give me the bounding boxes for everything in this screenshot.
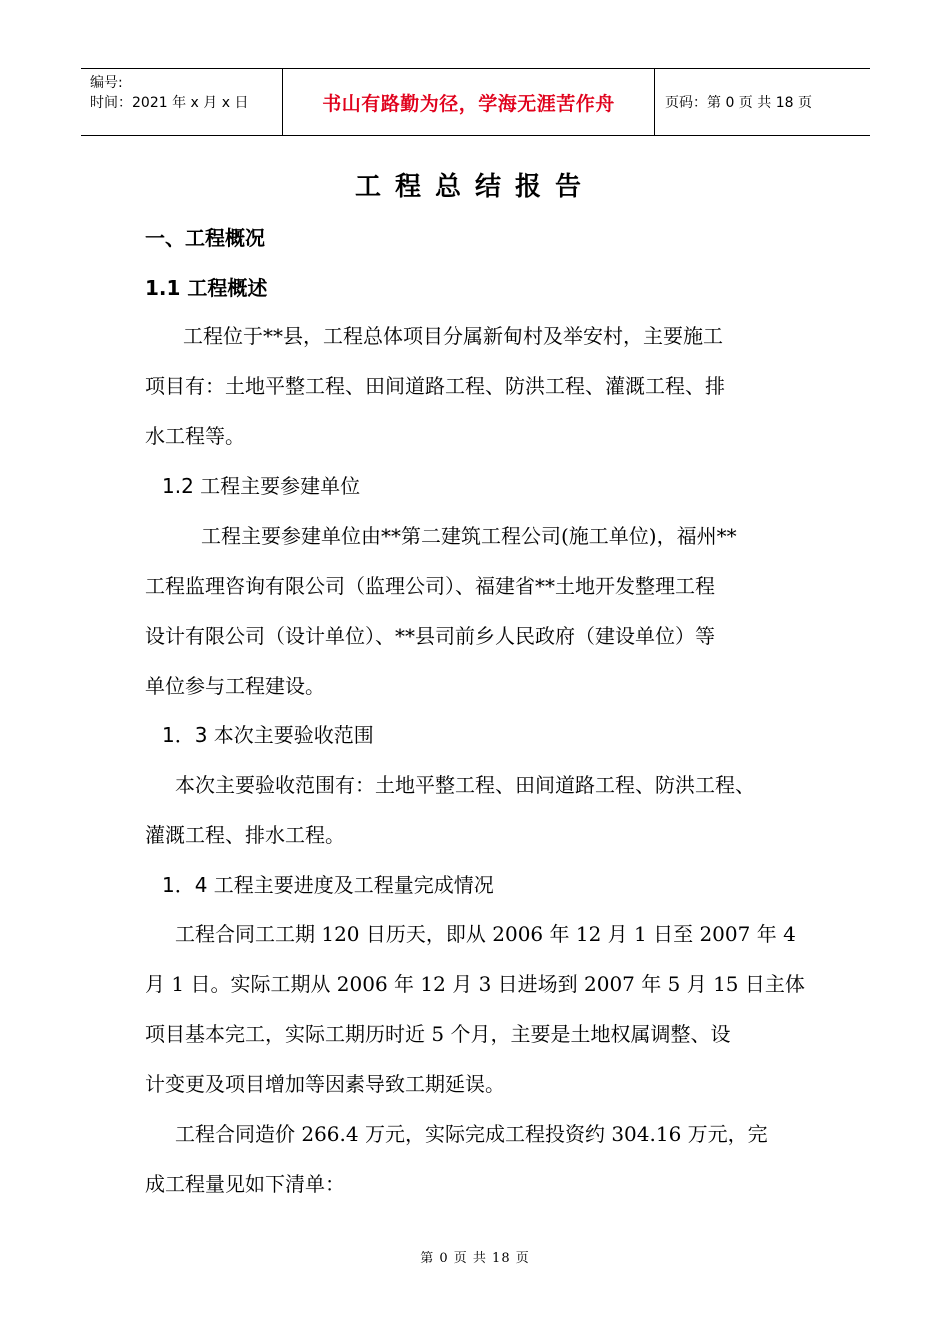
paragraph-line: 本次主要验收范围有：土地平整工程、田间道路工程、防洪工程、 (175, 773, 755, 797)
paragraph-line: 工程位于**县，工程总体项目分属新甸村及举安村，主要施工 (183, 324, 723, 348)
document-number-label: 编号: (90, 75, 123, 91)
paragraph-line: 工程主要参建单位由**第二建筑工程公司(施工单位)，福州** (201, 524, 737, 548)
paragraph-line: 项目基本完工，实际工期历时近 5 个月，主要是土地权属调整、设 (145, 1022, 731, 1046)
section-1-heading: 一、工程概况 (145, 226, 265, 250)
header-left-cell (81, 69, 282, 135)
header-motto: 书山有路勤为径，学海无涯苦作舟 (282, 69, 655, 135)
paragraph-line: 计变更及项目增加等因素导致工期延误。 (145, 1072, 505, 1096)
paragraph-line: 项目有：土地平整工程、田间道路工程、防洪工程、灌溉工程、排 (145, 374, 725, 398)
section-1-4-heading: 1．4 工程主要进度及工程量完成情况 (162, 873, 494, 897)
paragraph-line: 工程监理咨询有限公司（监理公司）、福建省**土地开发整理工程 (145, 574, 715, 598)
paragraph-line: 灌溉工程、排水工程。 (145, 823, 345, 847)
section-1-3-heading: 1．3 本次主要验收范围 (162, 723, 374, 747)
document-title: 工程总结报告 (354, 172, 595, 202)
paragraph-line: 工程合同工工期 120 日历天，即从 2006 年 12 月 1 日至 2007 年 4 (175, 922, 796, 946)
page-footer: 第 0 页 共 18 页 (420, 1251, 530, 1266)
paragraph-line: 工程合同造价 266.4 万元，实际完成工程投资约 304.16 万元，完 (175, 1122, 768, 1146)
paragraph-line: 设计有限公司（设计单位）、**县司前乡人民政府（建设单位）等 (145, 624, 715, 648)
section-1-1-heading: 1.1 工程概述 (145, 276, 268, 300)
header-table (81, 68, 870, 136)
document-time-label: 时间：2021 年 x 月 x 日 (90, 95, 249, 111)
section-1-2-heading: 1.2 工程主要参建单位 (162, 474, 361, 498)
paragraph-line: 水工程等。 (145, 424, 245, 448)
paragraph-line: 成工程量见如下清单： (145, 1172, 345, 1196)
paragraph-line: 月 1 日。实际工期从 2006 年 12 月 3 日进场到 2007 年 5 月 15 日主体 (145, 972, 805, 996)
header-page-info: 页码：第 0 页 共 18 页 (665, 95, 812, 111)
paragraph-line: 单位参与工程建设。 (145, 674, 325, 698)
